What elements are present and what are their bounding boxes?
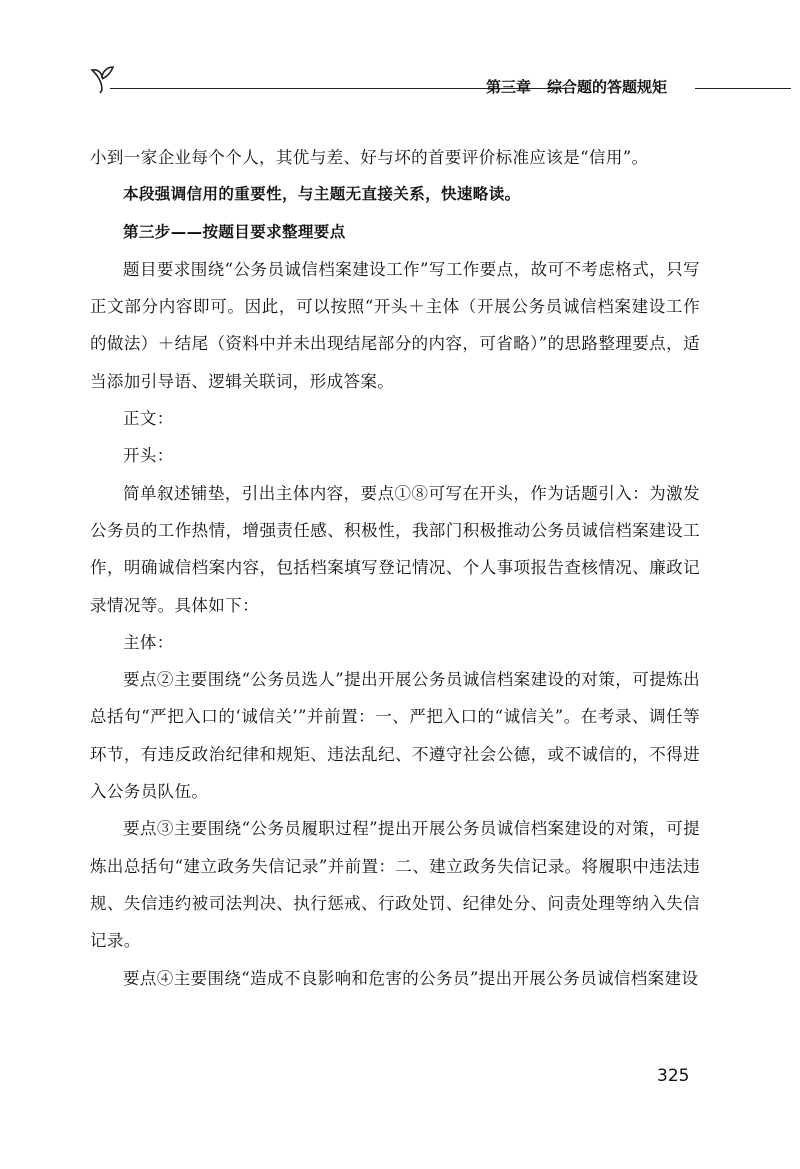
paragraph: 要点③主要围绕“公务员履职过程”提出开展公务员诚信档案建设的对策，可提炼出总括句“建立政务失信记录”并前置：二、建立政务失信记录。将履职中违法违规、失信违约被司法判决、执行惩戒、行政处罚、纪律处分、问责处理等纳入失信记录。 bbox=[90, 819, 700, 951]
bold-note: 本段强调信用的重要性，与主题无直接关系，快速略读。 bbox=[123, 185, 521, 204]
page-number: 325 bbox=[657, 1066, 690, 1086]
chapter-number: 第三章 bbox=[486, 78, 532, 96]
paragraph: 题目要求围绕“公务员诚信档案建设工作”写工作要点，故可不考虑格式，只写正文部分内容即可。因此，可以按照“开头＋主体（开展公务员诚信档案建设工作的做法）＋结尾（资料中并未出现结尾部分的内容，可省略）”的思路整理要点，适当添加引导语、逻辑关联词，形成答案。 bbox=[90, 259, 700, 391]
section-label: 主体： bbox=[123, 632, 174, 652]
section-label: 正文： bbox=[123, 409, 174, 429]
page-body bbox=[90, 139, 700, 997]
section-label: 开头： bbox=[123, 446, 174, 466]
paragraph: 小到一家企业每个个人，其优与差、好与坏的首要评价标准应该是“信用”。 bbox=[90, 148, 649, 167]
step-heading: 第三步——按题目要求整理要点 bbox=[123, 222, 346, 241]
chapter-title: 综合题的答题规矩 bbox=[547, 78, 668, 96]
paragraph: 简单叙述铺垫，引出主体内容，要点①⑧可写在开头，作为话题引入：为激发公务员的工作热情，增强责任感、积极性，我部门积极推动公务员诚信档案建设工作，明确诚信档案内容，包括档案填写登记情况、个人事项报告查核情况、廉政记录情况等。具体如下： bbox=[90, 483, 700, 615]
paragraph: 要点④主要围绕“造成不良影响和危害的公务员”提出开展公务员诚信档案建设 bbox=[123, 968, 699, 988]
running-header bbox=[90, 62, 790, 102]
chapter-heading bbox=[486, 76, 667, 97]
paragraph: 要点②主要围绕“公务员选人”提出开展公务员诚信档案建设的对策，可提炼出总括句“严把入口的‘诚信关’”并前置：一、严把入口的“诚信关”。在考录、调任等环节，有违反政治纪律和规矩、违法乱纪、不遵守社会公德，或不诚信的，不得进入公务员队伍。 bbox=[90, 670, 700, 802]
header-rule-right bbox=[695, 88, 791, 89]
leaf-icon bbox=[90, 62, 116, 94]
